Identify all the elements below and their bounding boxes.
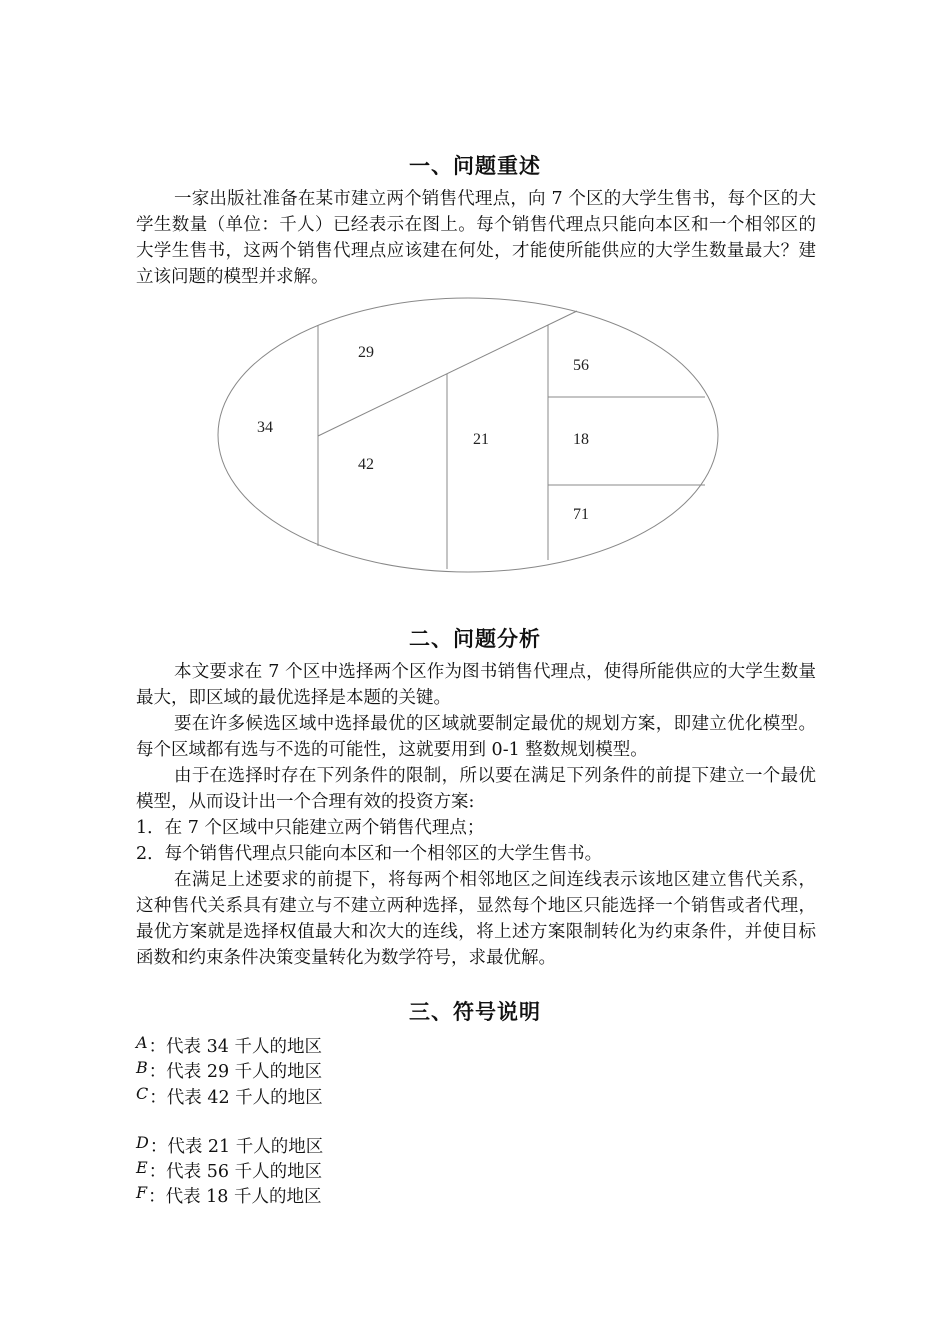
problem-paragraph: 一家出版社准备在某市建立两个销售代理点，向 7 个区的大学生售书，每个区的大学生数量（单位：千人）已经表示在图上。每个销售代理点只能向本区和一个相邻区的大学生售书，这两个销售代理点应该建在何处，才能使所能供应的大学生数量最大？建立该问题的模型并求解。 <box>136 189 816 287</box>
region-label: 71 <box>573 506 589 523</box>
symbol-variable: B <box>136 1058 148 1077</box>
analysis-paragraph-4: 在满足上述要求的前提下，将每两个相邻地区之间连线表示该地区建立售代关系，这种售代关系具有建立与不建立两种选择，显然每个地区只能选择一个销售或者代理，最优方案就是选择权值最大和次大的连线，将上述方案限制转化为约束条件，并使目标函数和约束条件决策变量转化为数学符号，求最优解。 <box>136 870 816 968</box>
section-title-problem-restatement: 一、问题重述 <box>409 154 541 178</box>
region-label: 18 <box>573 431 589 448</box>
condition-item-1: 1．在 7 个区域中只能建立两个销售代理点； <box>136 818 485 838</box>
symbol-variable: E <box>136 1158 148 1177</box>
section-title-problem-analysis: 二、问题分析 <box>409 627 541 651</box>
symbol-description: ：代表 18 千人的地区 <box>148 1187 322 1207</box>
symbol-description: ：代表 56 千人的地区 <box>148 1162 323 1182</box>
symbol-definition <box>136 1034 322 1060</box>
city-boundary-ellipse <box>218 298 718 572</box>
symbol-definition <box>136 1134 323 1160</box>
symbol-variable: F <box>136 1183 148 1202</box>
symbol-variable: D <box>136 1133 149 1152</box>
symbol-definition <box>136 1059 322 1085</box>
condition-item-2: 2．每个销售代理点只能向本区和一个相邻区的大学生售书。 <box>136 844 603 864</box>
symbol-description: ：代表 42 千人的地区 <box>149 1088 323 1108</box>
symbol-definition <box>136 1085 323 1111</box>
symbol-definition <box>136 1159 322 1185</box>
region-label: 56 <box>573 357 589 374</box>
section-title-symbol-notation: 三、符号说明 <box>409 1000 541 1024</box>
symbol-description: ：代表 34 千人的地区 <box>148 1037 322 1057</box>
region-label: 21 <box>473 431 489 448</box>
symbol-variable: C <box>136 1084 149 1103</box>
analysis-paragraph-2: 要在许多候选区域中选择最优的区域就要制定最优的规划方案，即建立优化模型。每个区域都有选与不选的可能性，这就要用到 0-1 整数规划模型。 <box>136 714 816 760</box>
symbol-variable: A <box>136 1033 148 1052</box>
region-label: 29 <box>358 344 374 361</box>
symbol-description: ：代表 29 千人的地区 <box>148 1062 323 1082</box>
analysis-paragraph-1: 本文要求在 7 个区中选择两个区作为图书销售代理点，使得所能供应的大学生数量最大，即区域的最优选择是本题的关键。 <box>136 662 816 708</box>
region-label: 34 <box>257 419 273 436</box>
symbol-definition <box>136 1184 322 1210</box>
symbol-description: ：代表 21 千人的地区 <box>149 1137 324 1157</box>
region-label: 42 <box>358 456 374 473</box>
district-map-diagram <box>0 0 950 600</box>
analysis-paragraph-3: 由于在选择时存在下列条件的限制，所以要在满足下列条件的前提下建立一个最优模型，从而设计出一个合理有效的投资方案: <box>136 766 816 812</box>
